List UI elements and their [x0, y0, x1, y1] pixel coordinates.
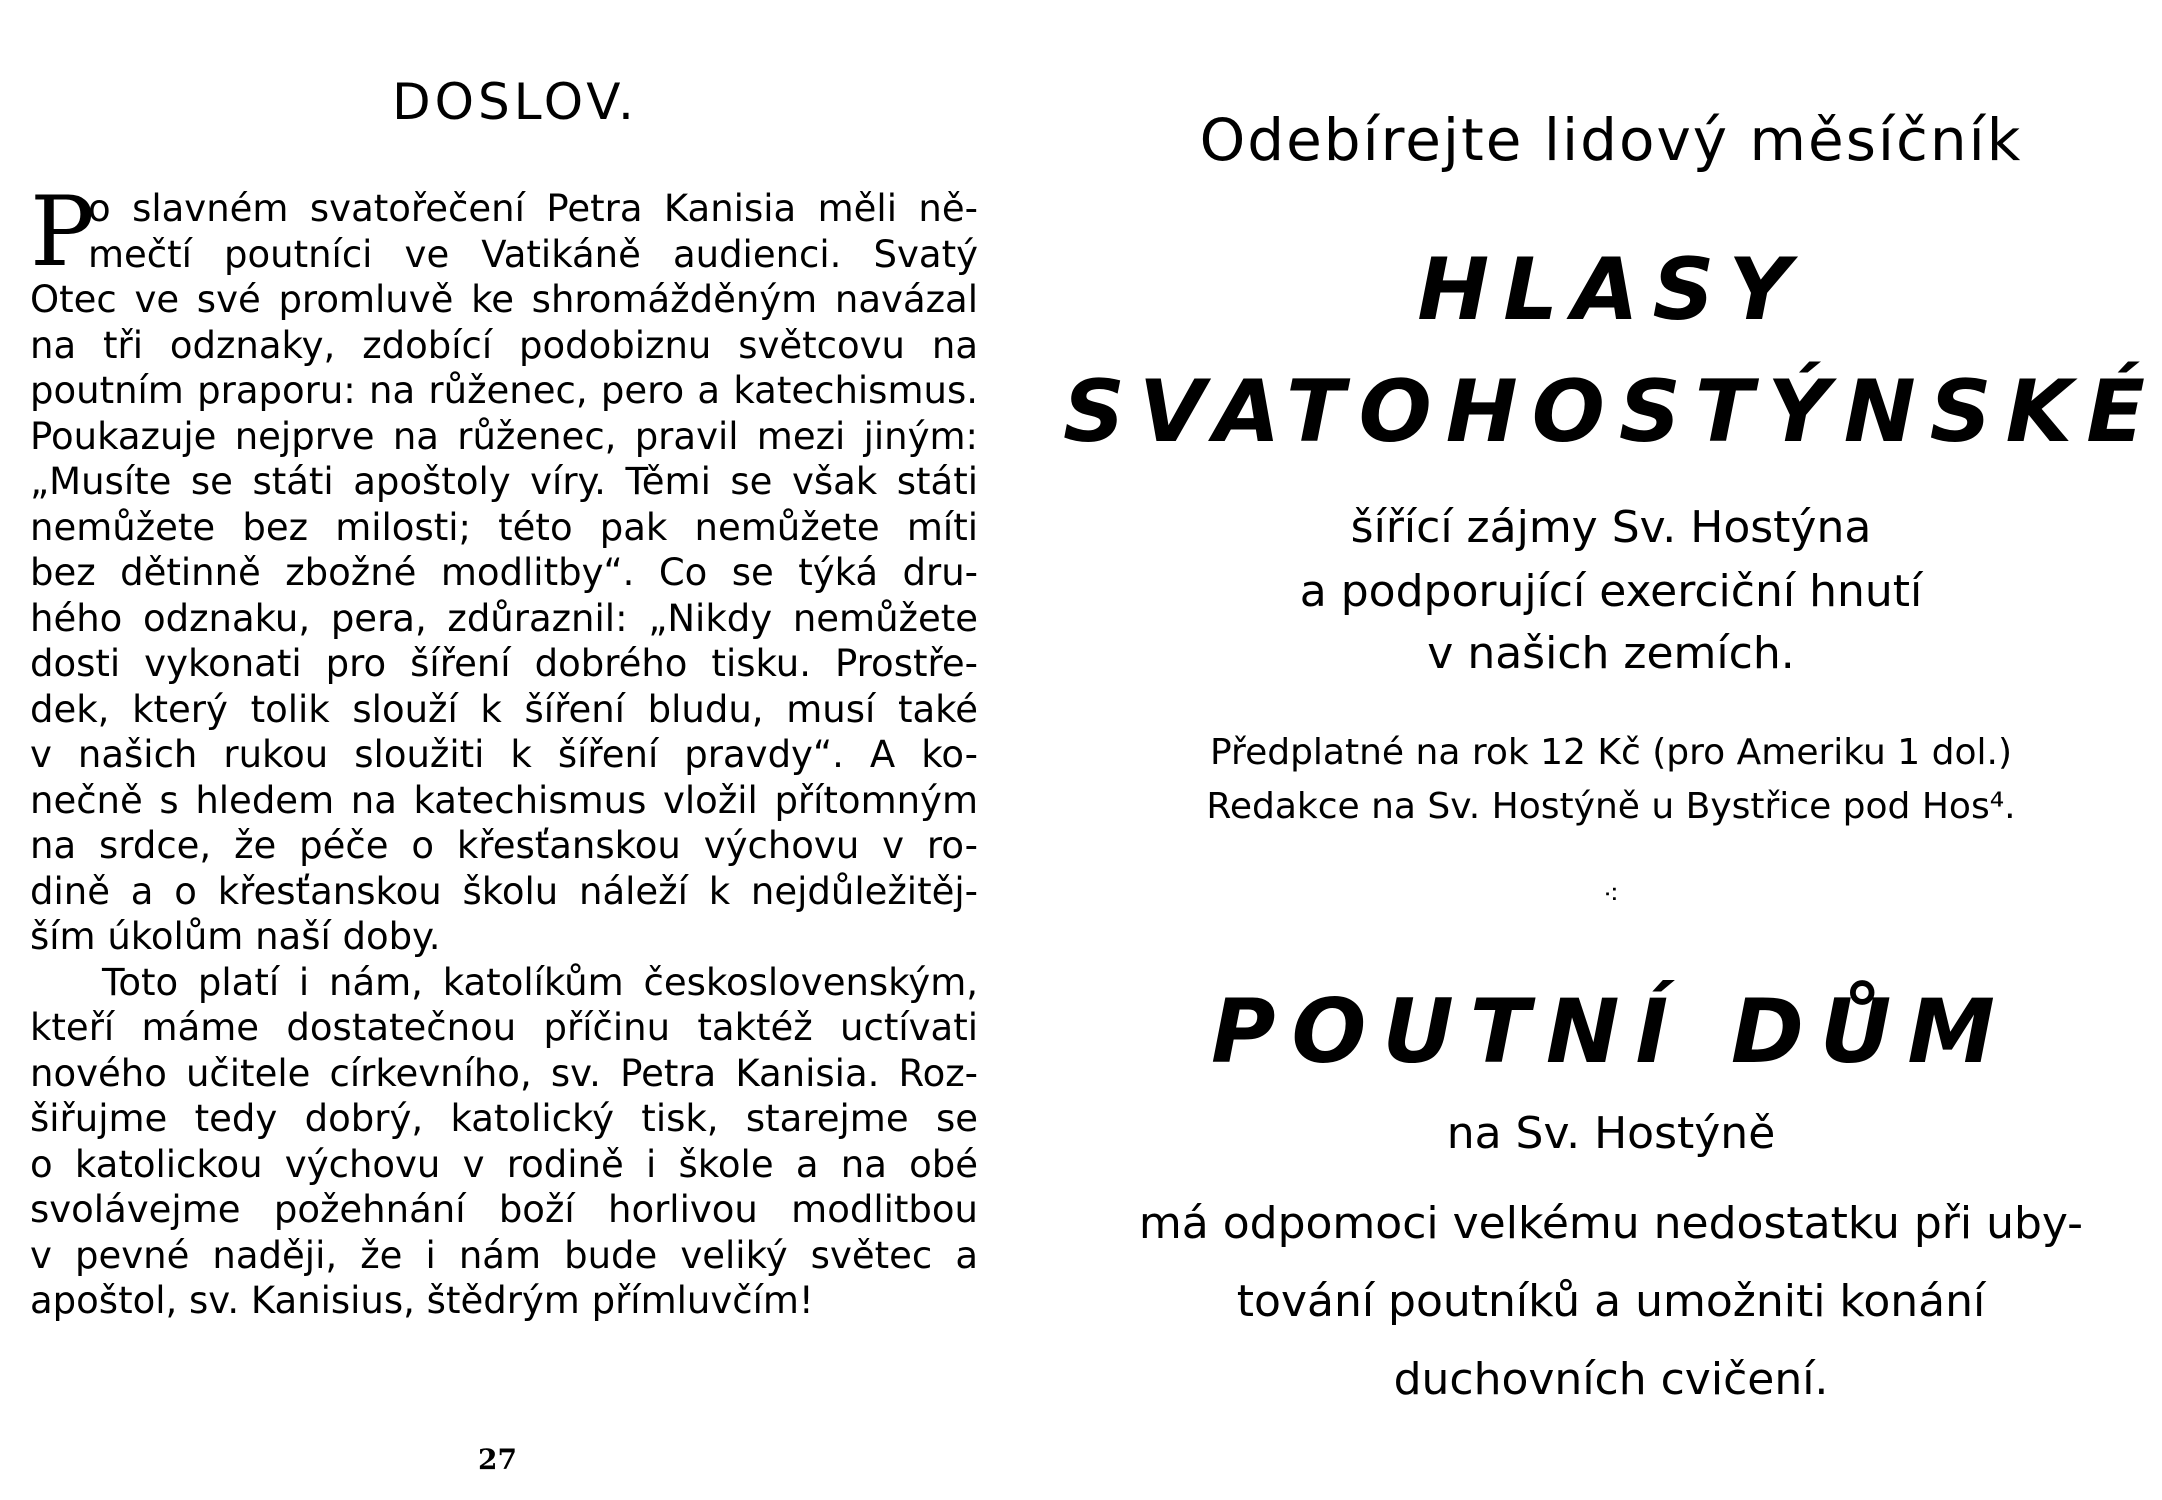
editorial-address: Redakce na Sv. Hostýně u Bystřice pod Hos⁴. [1206, 786, 2016, 827]
house-description: má odpomoci velkému nedostatku při uby- [1138, 1198, 2084, 1249]
text-line: na tři odznaky, zdobící podobiznu světcovu na [30, 323, 978, 367]
text-line: nečně s hledem na katechismus vložil přítomným [30, 778, 978, 822]
body-text [30, 176, 978, 1324]
text-line: „Musíte se státi apoštoly víry. Těmi se však státi [30, 460, 978, 503]
text-line: na srdce, že péče o křesťanskou výchovu v ro- [30, 824, 978, 867]
text-line: šiřujme tedy dobrý, katolický tisk, starejme se [30, 1097, 978, 1140]
text-line: o slavném svatořečení Petra Kanisia měli ně- [88, 187, 978, 230]
text-line: Toto platí i nám, katolíkům československým, [102, 960, 978, 1004]
text-line: nového učitele církevního, sv. Petra Kanisia. Roz- [30, 1051, 978, 1095]
text-line: hého odznaku, pera, zdůraznil: „Nikdy nemůžete [30, 596, 978, 640]
magazine-description: a podporující exerciční hnutí [1299, 566, 1923, 617]
drop-cap: P [30, 176, 95, 288]
page-number: 27 [478, 1443, 517, 1476]
text-line: bez dětinně zbožné modlitby“. Co se týká dru- [30, 551, 978, 594]
text-line: kteří máme dostatečnou příčinu taktéž uctívati [30, 1006, 978, 1049]
text-line: ším úkolům naší doby. [30, 915, 441, 958]
left-page [0, 0, 1060, 1500]
house-title: POUTNÍ DŮM [1211, 980, 2011, 1083]
subscription-price: Předplatné na rok 12 Kč (pro Ameriku 1 dol.) [1209, 732, 2012, 773]
text-line: nemůžete bez milosti; této pak nemůžete míti [30, 505, 978, 549]
text-line: dině a o křesťanskou školu náleží k nejdůležitěj- [30, 869, 978, 913]
page-title: DOSLOV. [392, 73, 638, 131]
text-line: dosti vykonati pro šíření dobrého tisku. Prostře- [30, 642, 978, 685]
text-line: v pevné naději, že i nám bude veliký světec a [30, 1233, 978, 1277]
magazine-description: v našich zemích. [1427, 628, 1795, 679]
text-line: svolávejme požehnání boží horlivou modlitbou [30, 1188, 978, 1231]
text-line: v našich rukou sloužiti k šíření pravdy“. A ko- [30, 733, 978, 776]
advert-heading: Odebírejte lidový měsíčník [1199, 106, 2023, 174]
text-line: o katolickou výchovu v rodině i škole a na obé [30, 1142, 978, 1186]
text-line: dek, který tolik slouží k šíření bludu, musí také [30, 687, 978, 731]
text-line: Poukazuje nejprve na růženec, pravil mezi jiným: [30, 414, 978, 458]
magazine-description: šířící zájmy Sv. Hostýna [1350, 502, 1872, 553]
magazine-title-line-1: HLASY [1417, 240, 1805, 340]
house-description: duchovních cvičení. [1393, 1354, 1829, 1405]
text-line: mečtí poutníci ve Vatikáně audienci. Svatý [88, 232, 978, 276]
right-page [1060, 0, 2162, 1500]
house-location: na Sv. Hostýně [1446, 1108, 1776, 1159]
house-description: tování poutníků a umožniti konání [1236, 1276, 1986, 1327]
separator-ornament: ⁖ [1602, 878, 1620, 911]
magazine-title-line-2: SVATOHOSTÝNSKÉ [1062, 362, 2160, 462]
text-line: poutním praporu: na růženec, pero a katechismus. [30, 369, 978, 412]
text-line: apoštol, sv. Kanisius, štědrým přímluvčím! [30, 1279, 814, 1322]
text-line: Otec ve své promluvě ke shromážděným navázal [30, 278, 978, 321]
